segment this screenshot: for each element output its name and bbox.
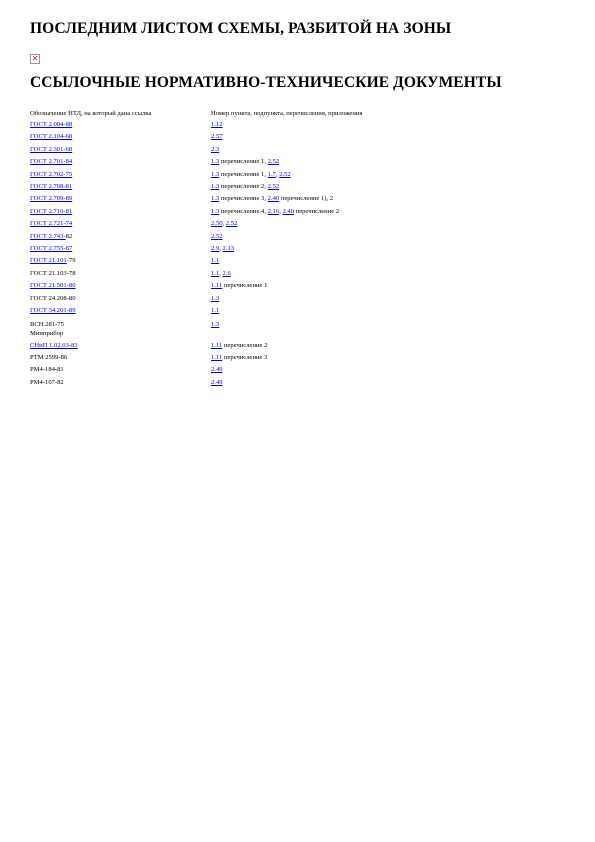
cell-document [30,144,211,156]
document-link[interactable]: ГОСТ 34.201-89 [30,307,76,315]
table-row [30,268,541,280]
section-heading-zones: ПОСЛЕДНИМ ЛИСТОМ СХЕМЫ, РАЗБИТОЙ НА ЗОНЫ [30,20,452,37]
cell-document [30,181,211,193]
table-row [30,181,541,193]
clause-text: , [275,170,280,178]
cell-document [30,243,211,255]
clause-text: перечисление 3 [222,353,268,361]
cell-clause [211,218,541,230]
cell-clause [211,364,541,376]
clause-link[interactable]: 1.1 [211,307,220,315]
clause-link[interactable]: 1.7 [267,170,276,178]
cell-clause [211,169,541,181]
cell-clause [211,131,541,143]
cell-document [30,352,211,364]
cell-clause [211,206,541,218]
clause-text: , [219,245,223,253]
cell-document [30,340,211,352]
cell-clause [211,352,541,364]
document-link[interactable]: ГОСТ 2.709-89 [30,195,73,203]
cell-document [30,377,211,389]
clause-link[interactable]: 1.3 [211,195,220,203]
table-row [30,293,541,305]
clause-link[interactable]: 1.11 [211,282,223,290]
clause-link[interactable]: 1.3 [211,170,220,178]
cell-clause [211,193,541,205]
clause-link[interactable]: 1.3 [211,183,220,191]
clause-link[interactable]: 2.16 [267,207,280,215]
cell-document [30,193,211,205]
clause-link[interactable]: 1.3 [211,320,220,328]
cell-document [30,231,211,243]
clause-link[interactable]: 1.1 [211,269,220,277]
table-row [30,169,541,181]
document-text: РМ4-184-81 [30,366,64,374]
cell-document [30,255,211,267]
clause-text: перечисление 2 [294,207,340,215]
cell-document [30,305,211,317]
clause-link[interactable]: 1.11 [211,353,223,361]
clause-link[interactable]: 2.49 [211,378,223,386]
clause-link[interactable]: 1.1 [211,257,220,265]
table-row [30,156,541,168]
table-header [30,109,541,119]
cell-clause [211,255,541,267]
table-body [30,119,541,389]
broken-image-x-mark: ✕ [31,54,39,63]
cell-clause [211,231,541,243]
cell-clause [211,156,541,168]
clause-link[interactable]: 2.40 [267,195,280,203]
cell-clause [211,318,541,340]
clause-text: перечисление 1 [222,282,268,290]
cell-clause [211,119,541,131]
table-row [30,243,541,255]
table-row [30,280,541,292]
clause-link[interactable]: 2.52 [225,220,238,228]
clause-link[interactable]: 2.9 [211,245,220,253]
cell-clause [211,268,541,280]
cell-clause [211,243,541,255]
document-link[interactable]: ГОСТ 2.743- [30,232,66,240]
document-link[interactable]: СНиП 1.02.03-83 [30,341,78,349]
table-row [30,352,541,364]
cell-document [30,318,211,340]
clause-link[interactable]: 1.11 [211,341,223,349]
cell-document [30,218,211,230]
cell-document [30,131,211,143]
cell-document [30,293,211,305]
table-row [30,119,541,131]
cell-clause [211,377,541,389]
table-row [30,364,541,376]
clause-link[interactable]: 1.3 [211,207,220,215]
document-link[interactable]: ГОСТ 2.104-68 [30,133,73,141]
clause-text: перечисление 1, [219,158,268,166]
cell-clause [211,144,541,156]
cell-document [30,268,211,280]
clause-link[interactable]: 2.6 [222,269,231,277]
clause-link[interactable]: 2.57 [211,133,223,141]
clause-link[interactable]: 1.3 [211,158,220,166]
clause-link[interactable]: 2.49 [211,366,223,374]
document-link[interactable]: ГОСТ 2.755-87 [30,245,73,253]
document-link[interactable]: ГОСТ 21.101 [30,257,67,265]
clause-text: перечисление 1, [219,170,268,178]
clause-link[interactable]: 2.52 [279,170,291,178]
clause-text: перечисление 4, [219,207,268,215]
document-text: ГОСТ 24.208-80 [30,294,76,302]
document-text: ГОСТ 21.103-78 [30,269,76,277]
cell-clause [211,293,541,305]
clause-link[interactable]: 2.13 [222,245,235,253]
cell-document [30,169,211,181]
cell-clause [211,340,541,352]
clause-link[interactable]: 1.12 [211,121,223,128]
cell-clause [211,305,541,317]
reference-documents-table [30,109,541,389]
document-link[interactable]: ГОСТ 2.708-81 [30,183,73,191]
column-header-document: Обозначение НТД, на который дана ссылка [30,110,152,117]
document-text: Минприбор [30,329,64,337]
document-link[interactable]: ГОСТ 2.702-75 [30,170,73,178]
clause-link[interactable]: 2.52 [267,158,280,166]
clause-link[interactable]: 2.40 [282,207,295,215]
table-row [30,193,541,205]
table-row [30,231,541,243]
document-text: -79 [66,257,76,265]
table-row [30,144,541,156]
clause-link[interactable]: 2.52 [267,183,280,191]
clause-link[interactable]: 2.3 [211,145,220,153]
table-header-row [30,109,541,119]
document-link[interactable]: ГОСТ 2.701-84 [30,158,73,166]
clause-text: , [222,220,226,228]
column-header-clause: Номер пункта, подпункта, перечисления, приложения [211,110,363,117]
document-text: РТМ 2599-86 [30,353,68,361]
cell-document [30,119,211,131]
document-link[interactable]: ГОСТ 2.301-68 [30,145,73,153]
clause-text: , [219,269,223,277]
document-link[interactable]: ГОСТ 21.501-80 [30,282,76,290]
table-row [30,218,541,230]
table-row [30,377,541,389]
document-link[interactable]: ГОСТ 2.710-81 [30,207,73,215]
document-text: ВСН 281-75 [30,320,64,328]
clause-text: перечисление 3, [219,195,268,203]
cell-clause [211,280,541,292]
table-row [30,340,541,352]
table-row [30,318,541,340]
clause-link[interactable]: 1.3 [211,294,220,302]
table-row [30,255,541,267]
clause-link[interactable]: 2.52 [211,232,223,240]
clause-link[interactable]: 2.50 [211,220,223,228]
cell-document [30,280,211,292]
clause-text: , [279,207,283,215]
document-link[interactable]: ГОСТ 2.721-74 [30,220,73,228]
section-heading-references: ССЫЛОЧНЫЕ НОРМАТИВНО-ТЕХНИЧЕСКИЕ ДОКУМЕНТЫ [30,74,502,91]
cell-document [30,206,211,218]
table-row [30,305,541,317]
broken-image-icon [30,54,40,64]
table-row [30,131,541,143]
clause-text: перечисление 2, [219,183,268,191]
cell-clause [211,181,541,193]
clause-text: перечисление 2 [222,341,268,349]
document-text: 82 [65,232,73,240]
clause-text: перечисление 1), 2 [279,195,334,203]
document-link[interactable]: ГОСТ 2.004-88 [30,121,73,128]
table-row [30,206,541,218]
cell-document [30,156,211,168]
cell-document [30,364,211,376]
document-text: РМ4-107-82 [30,378,64,386]
